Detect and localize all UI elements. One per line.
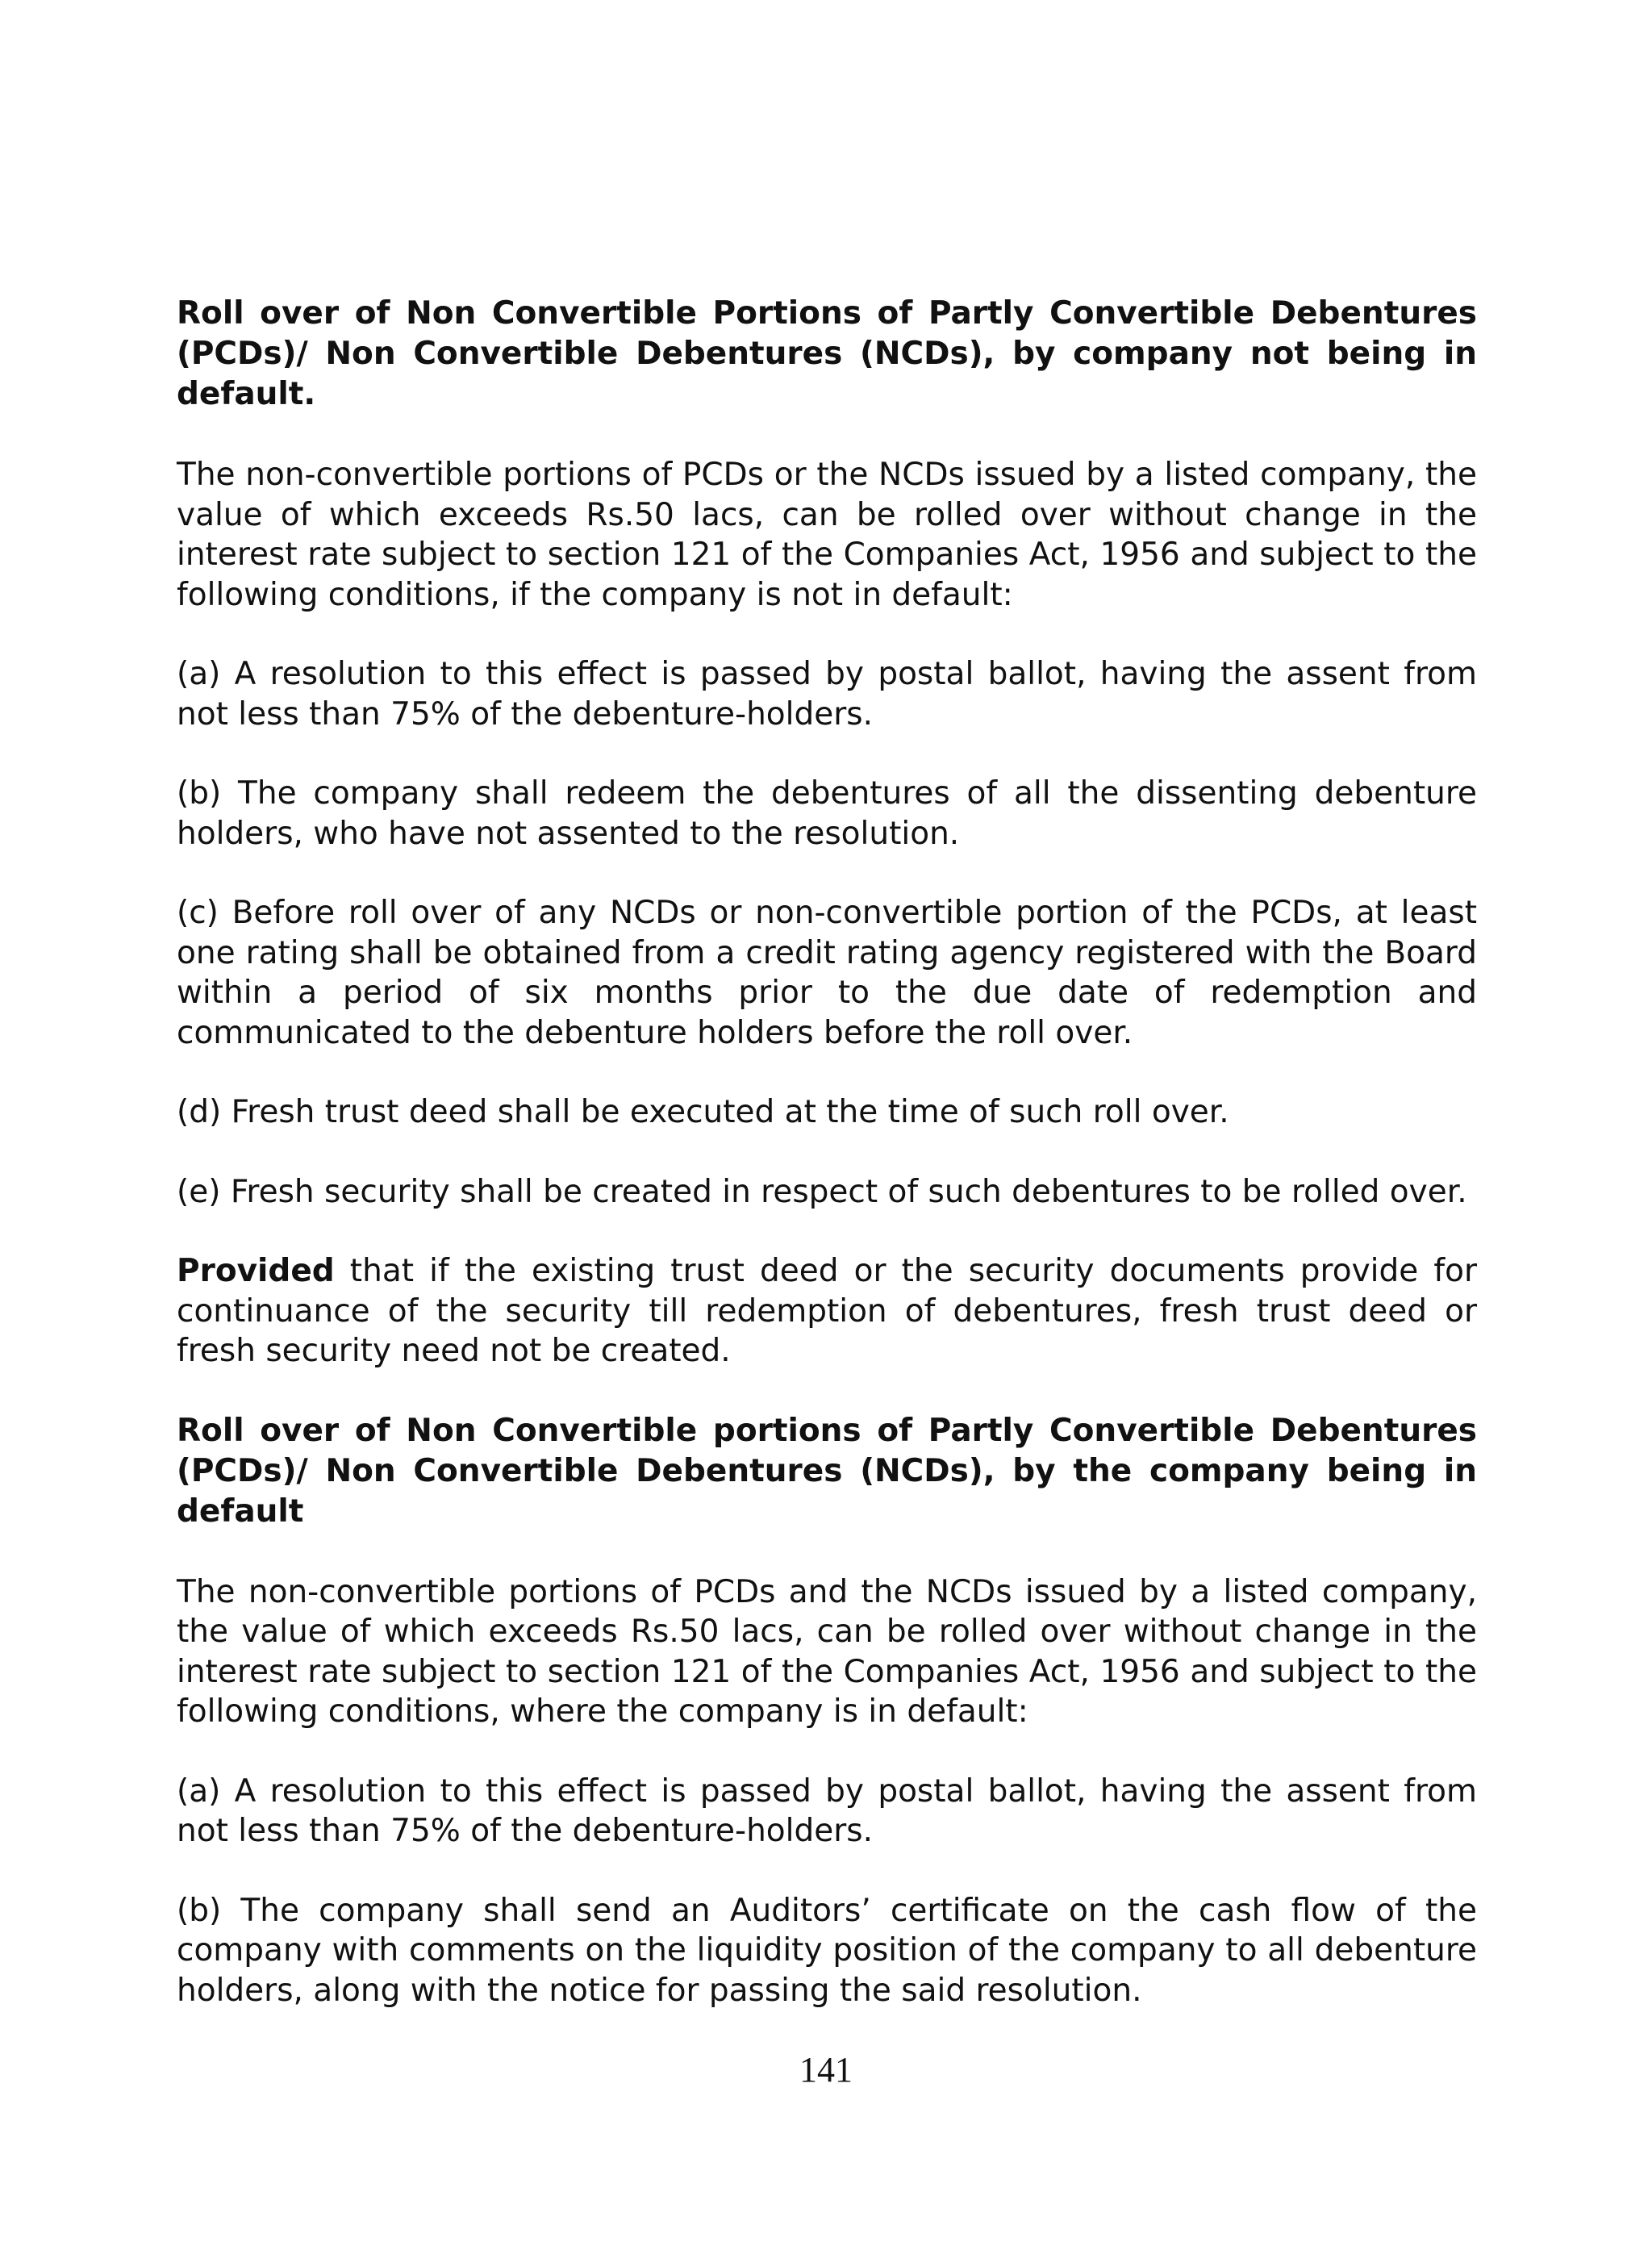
section1-heading: Roll over of Non Convertible Portions of Partly Convertible Debentures (PCDs)/ Non Convertible Debentures (NCDs), by company not being in default. — [177, 295, 1477, 412]
section2-intro: The non-convertible portions of PCDs and the NCDs issued by a listed company, the value of which exceeds Rs.50 lacs, can be rolled over without change in the interest rate subject to section 121 of the Companies Act, 1956 and subject to the following conditions, where the company is in default: — [177, 1573, 1477, 1730]
section2-condition-b: (b) The company shall send an Auditors’ certificate on the cash flow of the company with comments on the liquidity position of the company to all debenture holders, along with the notice for passing the said resolution. — [177, 1892, 1477, 2009]
section1-intro: The non-convertible portions of PCDs or the NCDs issued by a listed company, the value of which exceeds Rs.50 lacs, can be rolled over without change in the interest rate subject to section 121 of the Companies Act, 1956 and subject to the following conditions, if the company is not in default: — [177, 457, 1477, 613]
page-number: 141 — [799, 2050, 853, 2090]
section1-condition-b: (b) The company shall redeem the debentures of all the dissenting debenture holders, who have not assented to the resolution. — [177, 775, 1477, 852]
section1-condition-a: (a) A resolution to this effect is passed by postal ballot, having the assent from not less than 75% of the debenture-holders. — [177, 656, 1477, 733]
section1-condition-e: (e) Fresh security shall be created in respect of such debentures to be rolled over. — [177, 1173, 1467, 1210]
proviso-lead: Provided — [177, 1253, 335, 1289]
proviso-text: that if the existing trust deed or the security documents provide for continuance of the security till redemption of debentures, fresh trust deed or fresh security need not be created. — [177, 1253, 1477, 1369]
section1-proviso — [177, 1251, 1477, 1372]
section2-condition-a: (a) A resolution to this effect is passed by postal ballot, having the assent from not less than 75% of the debenture-holders. — [177, 1772, 1477, 1849]
section1-condition-d: (d) Fresh trust deed shall be executed at the time of such roll over. — [177, 1094, 1229, 1130]
section2-heading: Roll over of Non Convertible portions of Partly Convertible Debentures (PCDs)/ Non Convertible Debentures (NCDs), by the company being in default — [177, 1412, 1477, 1530]
document-body — [177, 294, 1477, 2050]
section1-condition-c: (c) Before roll over of any NCDs or non-convertible portion of the PCDs, at least one rating shall be obtained from a credit rating agency registered with the Board within a period of six months prior to the due date of redemption and communicated to the debenture holders before the roll over. — [177, 895, 1477, 1051]
